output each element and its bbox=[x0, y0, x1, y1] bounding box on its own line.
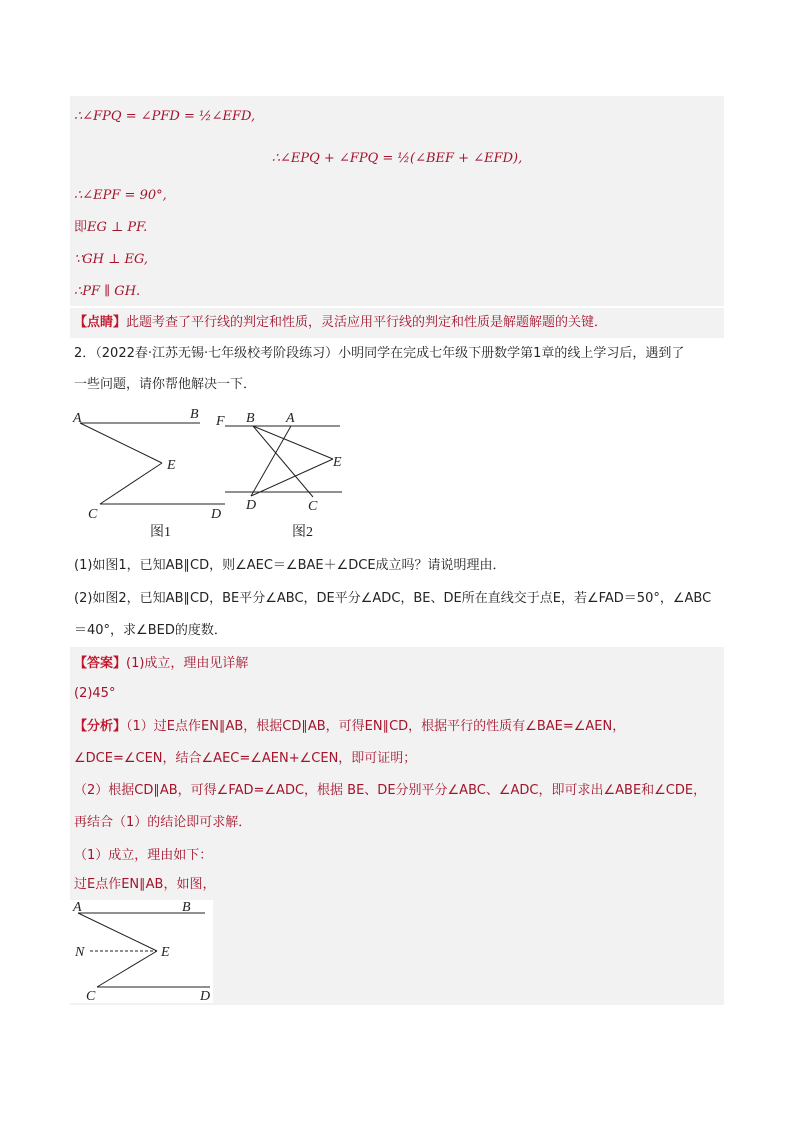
fig3-label-c: C bbox=[86, 989, 96, 1003]
fig2-caption: 图2 bbox=[292, 525, 313, 540]
figure-2 bbox=[215, 411, 342, 540]
analysis-line-2: ∠DCE=∠CEN，结合∠AEC=∠AEN+∠CEN，即可证明； bbox=[74, 751, 417, 766]
fig1-label-c: C bbox=[88, 507, 98, 522]
fig2-label-f: F bbox=[216, 414, 225, 429]
answer-line-1: 【答案】(1)成立，理由见详解 bbox=[74, 656, 249, 671]
fig1-caption: 图1 bbox=[150, 525, 171, 540]
proof-line-3: ∴∠EPF = 90°, bbox=[74, 188, 167, 203]
fig1-label-b: B bbox=[190, 407, 199, 422]
fig2-label-b: B bbox=[246, 411, 255, 426]
figure-3 bbox=[70, 900, 213, 1003]
question-2-part-2-line-2: ＝40°，求∠BED的度数． bbox=[74, 623, 227, 638]
proof-line-2: ∴∠EPQ + ∠FPQ = ½(∠BEF + ∠EFD), bbox=[271, 151, 523, 166]
fig3-label-n: N bbox=[75, 945, 85, 960]
fig1-label-a: A bbox=[73, 411, 82, 426]
fig1-label-e: E bbox=[167, 458, 176, 473]
answer-line-2: (2)45° bbox=[74, 686, 116, 701]
analysis-line-5: （1）成立，理由如下： bbox=[74, 848, 213, 863]
proof-line-1: ∴∠FPQ = ∠PFD = ½∠EFD, bbox=[74, 109, 256, 124]
question-2-line-1: 2．（2022春·江苏无锡·七年级校考阶段练习）小明同学在完成七年级下册数学第1章的线上学习后，遇到了 bbox=[74, 346, 685, 361]
proof-line-5: ∵GH ⊥ EG, bbox=[74, 252, 149, 267]
question-2-part-1: (1)如图1，已知AB∥CD，则∠AEC＝∠BAE＋∠DCE成立吗？请说明理由． bbox=[74, 558, 506, 573]
fig3-label-d: D bbox=[200, 989, 211, 1003]
figures-1-2 bbox=[70, 405, 370, 545]
analysis-line-4: 再结合（1）的结论即可求解． bbox=[74, 815, 252, 830]
proof-line-6: ∴PF ∥ GH. bbox=[74, 284, 141, 299]
fig2-label-d: D bbox=[246, 498, 257, 513]
analysis-line-3: （2）根据CD∥AB，可得∠FAD=∠ADC，根据 BE、DE分别平分∠ABC、∠ADC，即可求出∠ABE和∠CDE， bbox=[74, 783, 707, 798]
proof-line-4: 即EG ⊥ PF. bbox=[74, 220, 148, 235]
fig3-label-e: E bbox=[161, 945, 170, 960]
dianjing-line: 【点睛】此题考查了平行线的判定和性质，灵活应用平行线的判定和性质是解题解题的关键． bbox=[74, 315, 608, 330]
fig3-label-b: B bbox=[182, 900, 191, 915]
fig2-label-a: A bbox=[286, 411, 295, 426]
fig1-label-d: D bbox=[211, 507, 222, 522]
fig3-label-a: A bbox=[73, 900, 82, 915]
question-2-line-2: 一些问题，请你帮他解决一下． bbox=[74, 377, 257, 392]
question-2-part-2-line-1: (2)如图2，已知AB∥CD，BE平分∠ABC，DE平分∠ADC，BE、DE所在直线交于点E，若∠FAD＝50°，∠ABC bbox=[74, 591, 712, 606]
analysis-line-1: 【分析】（1）过E点作EN∥AB，根据CD∥AB，可得EN∥CD，根据平行的性质有∠BAE=∠AEN， bbox=[74, 719, 626, 734]
fig2-label-e: E bbox=[333, 455, 342, 470]
figure-1 bbox=[72, 407, 225, 540]
solution-continuation-block bbox=[70, 96, 724, 306]
analysis-line-6: 过E点作EN∥AB，如图， bbox=[74, 877, 216, 892]
fig2-label-c: C bbox=[308, 499, 318, 514]
